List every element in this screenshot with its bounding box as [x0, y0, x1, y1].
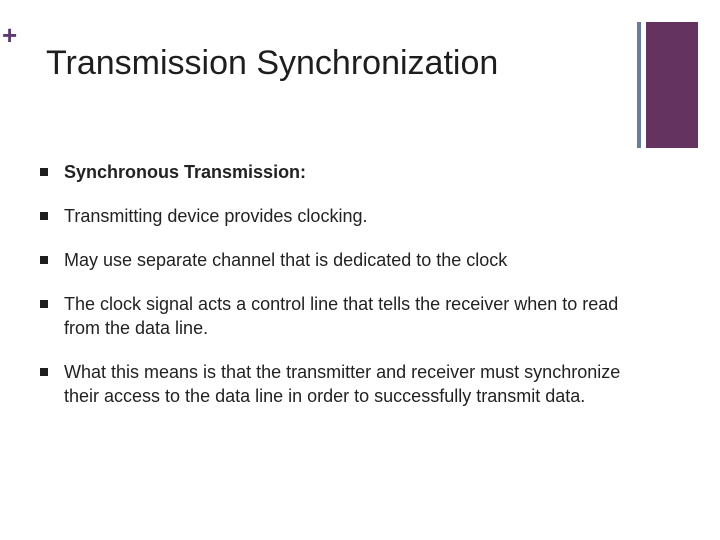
slide-title: Transmission Synchronization	[46, 44, 499, 82]
bullet-item	[40, 292, 630, 340]
bullet-item	[40, 248, 630, 272]
accent-block	[646, 22, 698, 148]
square-bullet-icon	[40, 368, 48, 376]
accent-thin-bar	[637, 22, 641, 148]
bullet-text: Transmitting device provides clocking.	[64, 206, 368, 226]
bullet-text: May use separate channel that is dedicated to the clock	[64, 250, 508, 270]
bullet-item	[40, 360, 630, 408]
plus-icon: +	[2, 20, 18, 50]
square-bullet-icon	[40, 212, 48, 220]
square-bullet-icon	[40, 300, 48, 308]
square-bullet-icon	[40, 168, 48, 176]
bullet-text: The clock signal acts a control line that tells the receiver when to read from the data line.	[64, 294, 619, 338]
bullet-text: What this means is that the transmitter and receiver must synchronize their access to the data line in order to successfully transmit data.	[64, 362, 621, 406]
bullet-text: Synchronous Transmission:	[64, 162, 307, 182]
square-bullet-icon	[40, 256, 48, 264]
bullet-item	[40, 160, 630, 184]
bullet-list	[40, 160, 630, 408]
bullet-item	[40, 204, 630, 228]
